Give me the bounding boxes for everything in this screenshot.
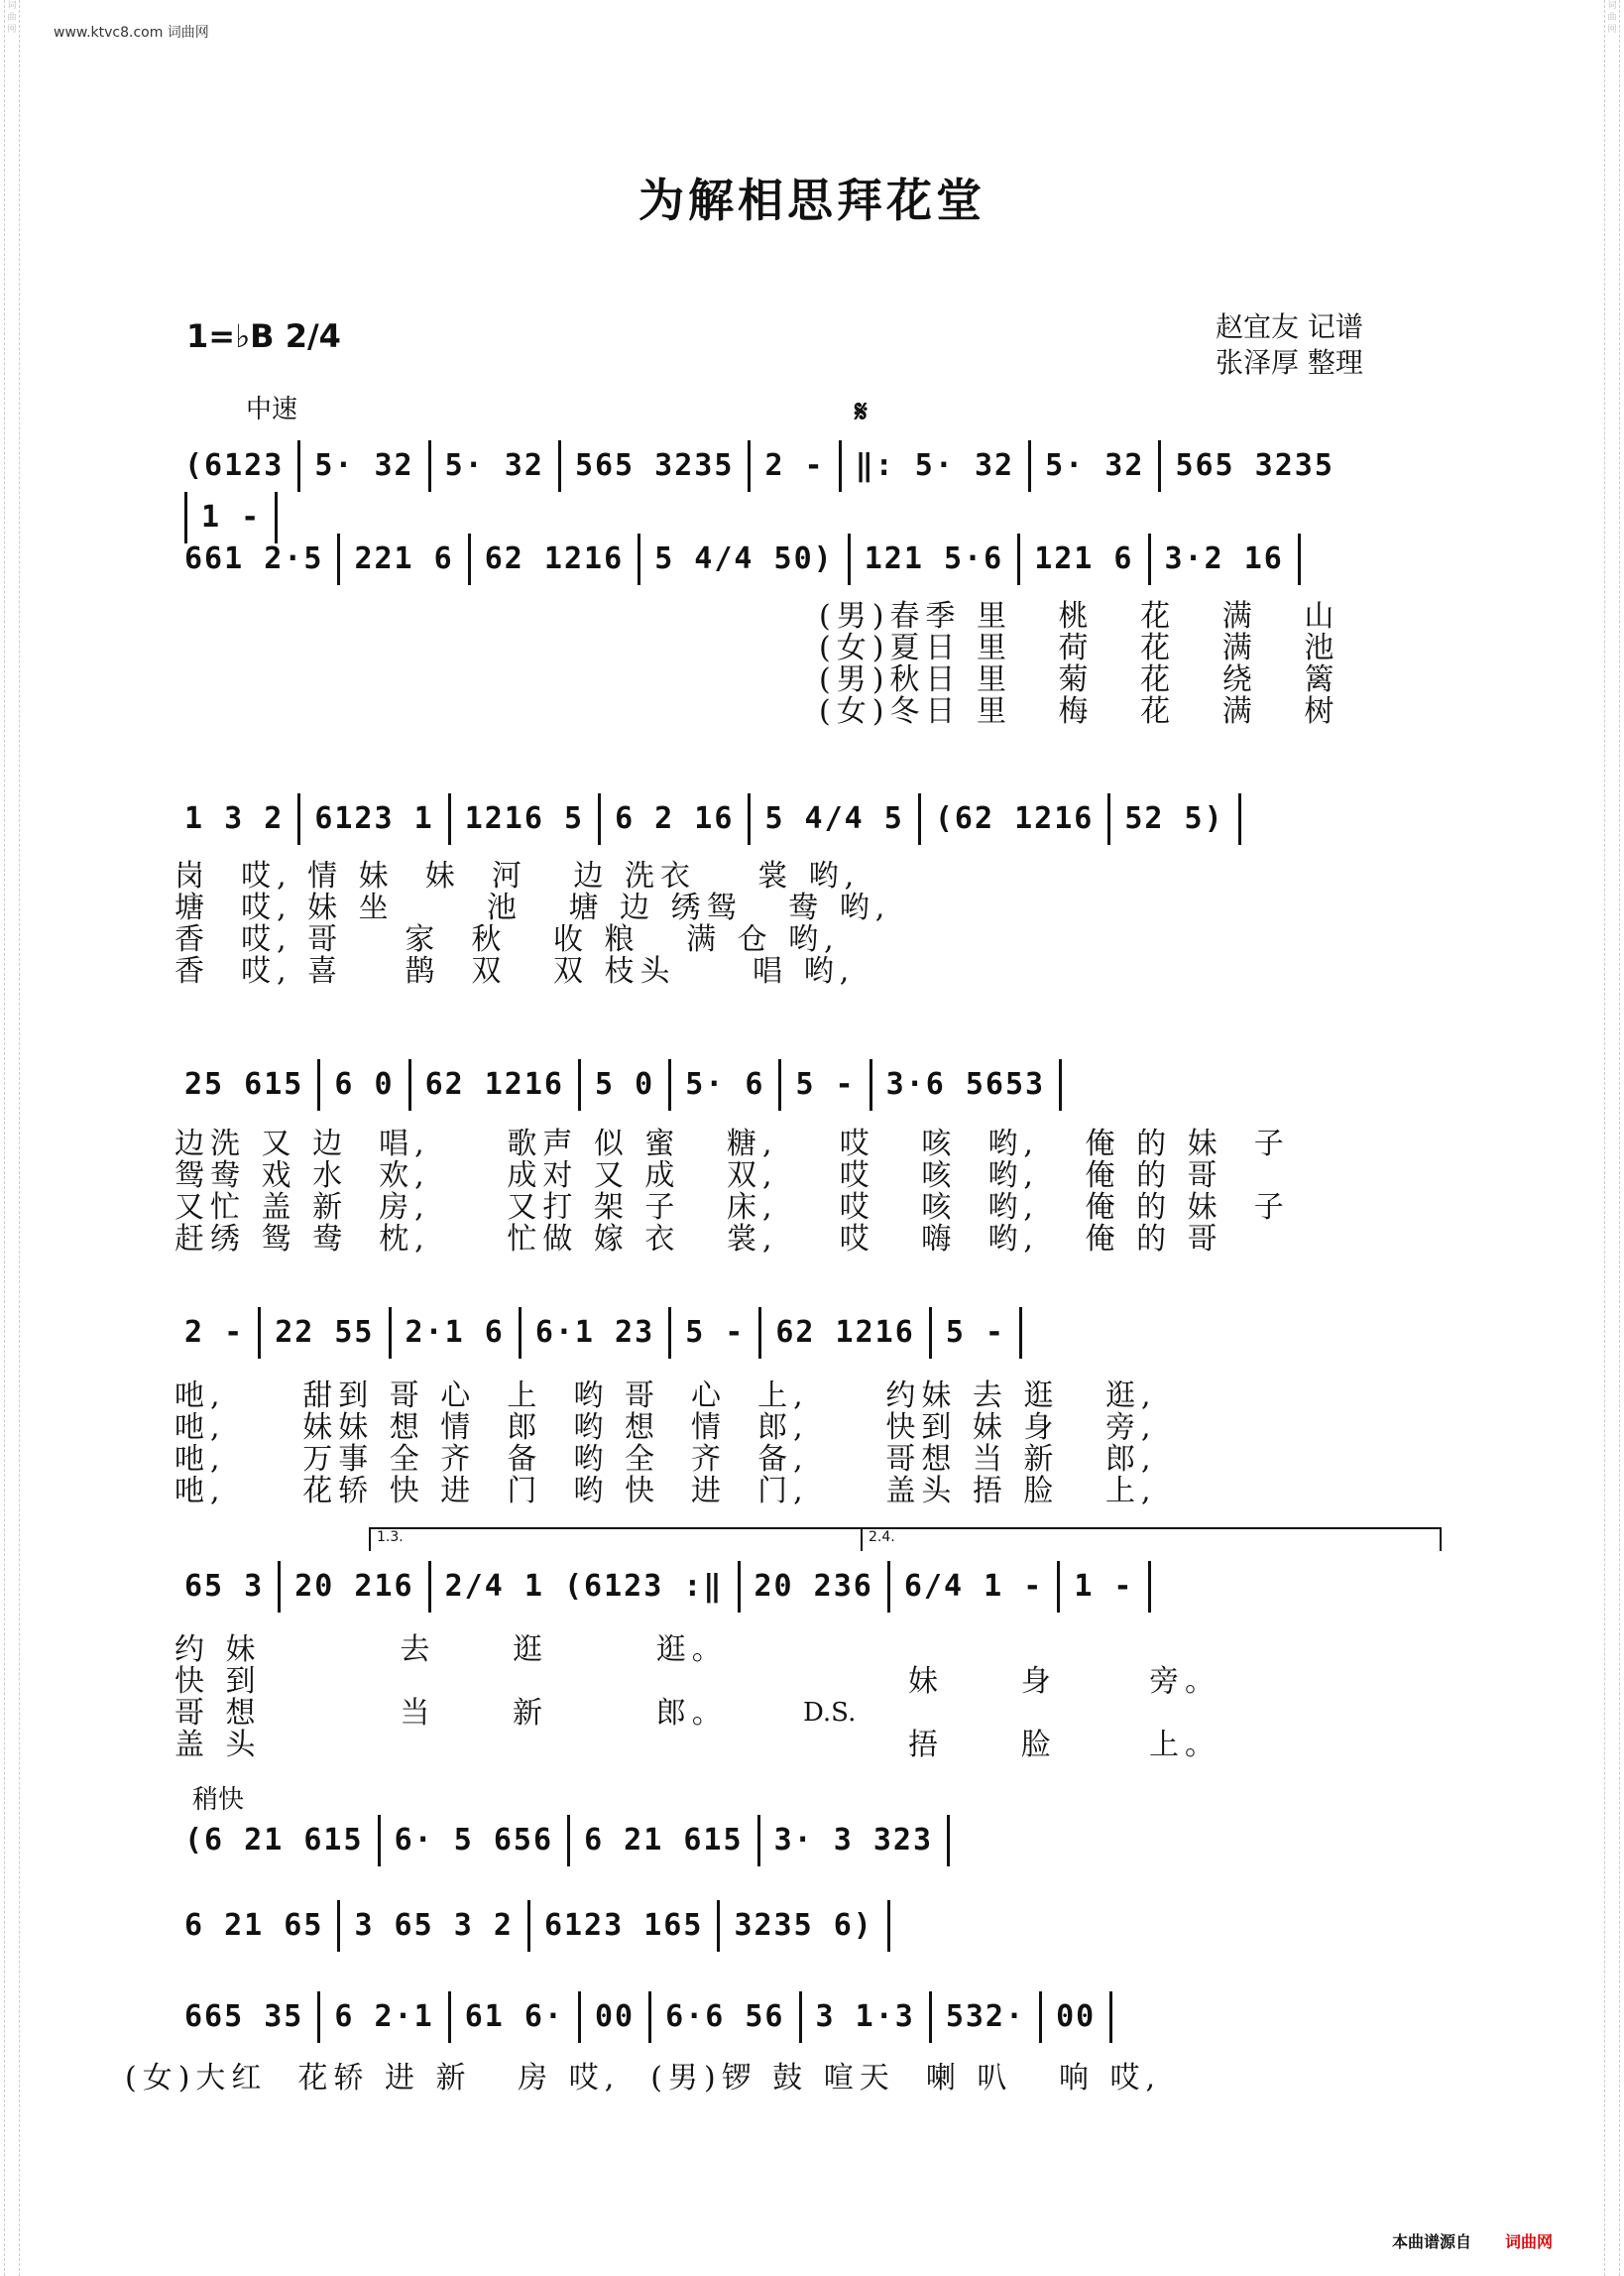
lyric-line: 赶绣 鸳 鸯 枕, 忙做 嫁 衣 裳, 哎 嗨 哟, 俺 的 哥 [174,1222,1223,1257]
measure: 6·6 56 [648,1991,798,2043]
lyric-line: 吔, 妹妹 想 情 郎 哟 想 情 郎, 快到 妹 身 旁, [174,1410,1157,1445]
measure: 565 3235 [558,440,749,492]
measure: (6 21 615 [184,1823,364,1857]
lyric-line: (女)夏日 里 荷 花 满 池 [819,631,1340,665]
measure: 1 3 2 [184,801,285,836]
lyric-line: 边洗 又 边 唱, 歌声 似 蜜 糖, 哎 咳 哟, 俺 的 妹 子 [174,1127,1290,1161]
measure: 121 6 [1017,534,1147,585]
measure: 62 1216 [758,1307,928,1359]
lyric-line: (女)大红 花轿 进 新 房 哎, (男)锣 鼓 喧天 喇 叭 响 哎, [125,2061,1162,2096]
lyric-line: 哥 想 当 新 郎。 [174,1696,728,1731]
lyric-line: (男)春季 里 桃 花 满 山 [819,599,1340,634]
measure: 5· 32 [297,440,427,492]
lyrics-block-6 [125,2063,1161,2095]
volta-bracket-2: 2.4. [861,1527,1442,1551]
lyrics-block-1 [819,601,1339,728]
staff-line-9 [184,1991,1436,2043]
measure: 6/4 1 - [887,1561,1057,1613]
measure: 3· 3 323 [757,1815,951,1866]
lyric-line: 岗 哎, 情 妹 妹 河 边 洗衣 裳 哟, [174,859,861,894]
measure: 6 21 65 [184,1908,324,1943]
measure: 00 [1039,1991,1112,2043]
measure: 6 21 615 [567,1815,757,1866]
footer-source [1392,2229,1553,2252]
lyric-line: 吔, 甜到 哥 心 上 哟 哥 心 上, 约妹 去 逛 逛, [174,1378,1157,1413]
measure: 565 3235 [1158,440,1348,492]
lyric-line: 吔, 花轿 快 进 门 哟 快 进 门, 盖头 捂 脸 上, [174,1474,1157,1508]
measure: 5 4/4 5 [748,793,917,845]
measure: 221 6 [337,534,467,585]
measure: 5 4/4 50) [638,534,848,585]
measure: 65 3 [184,1569,265,1604]
measure: 5· 6 [668,1059,778,1111]
measure: 52 5) [1107,793,1240,845]
staff-line-3 [184,793,1436,845]
tempo-marking: 中速 [246,395,298,424]
lyrics-block-2 [174,861,890,988]
measure: 25 615 [184,1067,304,1102]
staff-line-6 [184,1561,1436,1613]
lyric-line: 盖 头 捂 脸 上。 [174,1728,1220,1762]
measure: 2/4 1 (6123 :‖ [428,1561,738,1613]
measure: 5 - [929,1307,1022,1359]
measure: 20 216 [278,1561,427,1613]
measure: 2 - [184,1315,245,1350]
measure: 6 0 [317,1059,407,1111]
side-watermark-left: 词曲网 [4,0,20,2276]
measure: 1 - [184,492,278,543]
measure: 661 2·5 [184,541,324,576]
measure: 532· [929,1991,1039,2043]
measure: 3235 6) [717,1900,889,1952]
lyric-line: (男)秋日 里 菊 花 绕 篱 [819,662,1340,697]
staff-line-8 [184,1900,1436,1952]
measure: 22 55 [258,1307,388,1359]
lyric-line: 香 哎, 喜 鹊 双 双 枝头 唱 哟, [174,954,856,989]
measure: 121 5·6 [848,534,1017,585]
side-watermark-right: 词曲网 [1604,0,1620,2276]
site-url: www.ktvc8.com 词曲网 [54,25,209,41]
volta-bracket-1: 1.3. [369,1527,865,1551]
measure: 5 0 [578,1059,668,1111]
measure: 2·1 6 [389,1307,519,1359]
credit-transcriber: 赵宜友 记谱 [1216,310,1363,343]
measure: 5 - [668,1307,758,1359]
staff-line-7 [184,1815,1436,1866]
tempo-marking-faster: 稍快 [192,1785,245,1815]
staff-line-4 [184,1059,1436,1111]
lyric-line: 又忙 盖 新 房, 又打 架 子 床, 哎 咳 哟, 俺 的 妹 子 [174,1190,1290,1225]
lyric-line: 快 到 妹 身 旁。 [174,1664,1220,1699]
measure: 5· 32 [1028,440,1158,492]
credits [1216,309,1363,381]
measure: 1 - [1057,1561,1150,1613]
staff-line-5 [184,1307,1436,1359]
song-title: 为解相思拜花堂 [638,174,986,227]
lyric-line: 鸳鸯 戏 水 欢, 成对 又 成 双, 哎 咳 哟, 俺 的 哥 [174,1158,1223,1193]
footer-source-text: 本曲谱源自 [1392,2232,1472,2251]
measure: 665 35 [184,1999,304,2034]
measure: 3·2 16 [1148,534,1301,585]
lyrics-block-3 [174,1129,1290,1256]
measure: 61 6· [448,1991,578,2043]
measure: 6123 165 [527,1900,718,1952]
measure: 62 1216 [408,1059,578,1111]
measure: (6123 [184,448,285,483]
segno-sign: 𝄋 [855,395,868,429]
measure: 6· 5 656 [378,1815,568,1866]
lyric-line: 香 哎, 哥 家 秋 收 粮 满 仓 哟, [174,922,840,957]
measure: 5· 32 [428,440,558,492]
measure: 6123 1 [297,793,447,845]
measure: 62 1216 [468,534,638,585]
credit-arranger: 张泽厚 整理 [1216,346,1363,379]
footer-brand: 词曲网 [1505,2232,1554,2251]
measure: 3 1·3 [799,1991,929,2043]
dal-segno-marking: D.S. [803,1698,857,1728]
measure: 3·6 5653 [870,1059,1063,1111]
measure: (62 1216 [918,793,1108,845]
measure: ‖: 5· 32 [839,440,1029,492]
measure: 20 236 [738,1561,887,1613]
measure: 5 - [778,1059,869,1111]
lyric-line: 约 妹 去 逛 逛。 [174,1632,728,1667]
key-signature: 1=♭B 2/4 [186,317,341,355]
measure: 6 2 16 [598,793,748,845]
measure: 1216 5 [448,793,598,845]
measure: 6 2·1 [317,1991,447,2043]
staff-line-1 [184,440,1436,543]
staff-line-2 [184,534,1436,585]
lyric-line: 吔, 万事 全 齐 备 哟 全 齐 备, 哥想 当 新 郎, [174,1442,1157,1477]
lyrics-block-5 [174,1634,1220,1761]
measure: 00 [578,1991,648,2043]
lyric-line: (女)冬日 里 梅 花 满 树 [819,694,1340,729]
measure: 6·1 23 [519,1307,668,1359]
lyrics-block-4 [174,1380,1157,1507]
lyric-line: 塘 哎, 妹 坐 池 塘 边 绣鸳 鸯 哟, [174,891,891,925]
measure: 2 - [748,440,838,492]
measure: 3 65 3 2 [337,1900,527,1952]
